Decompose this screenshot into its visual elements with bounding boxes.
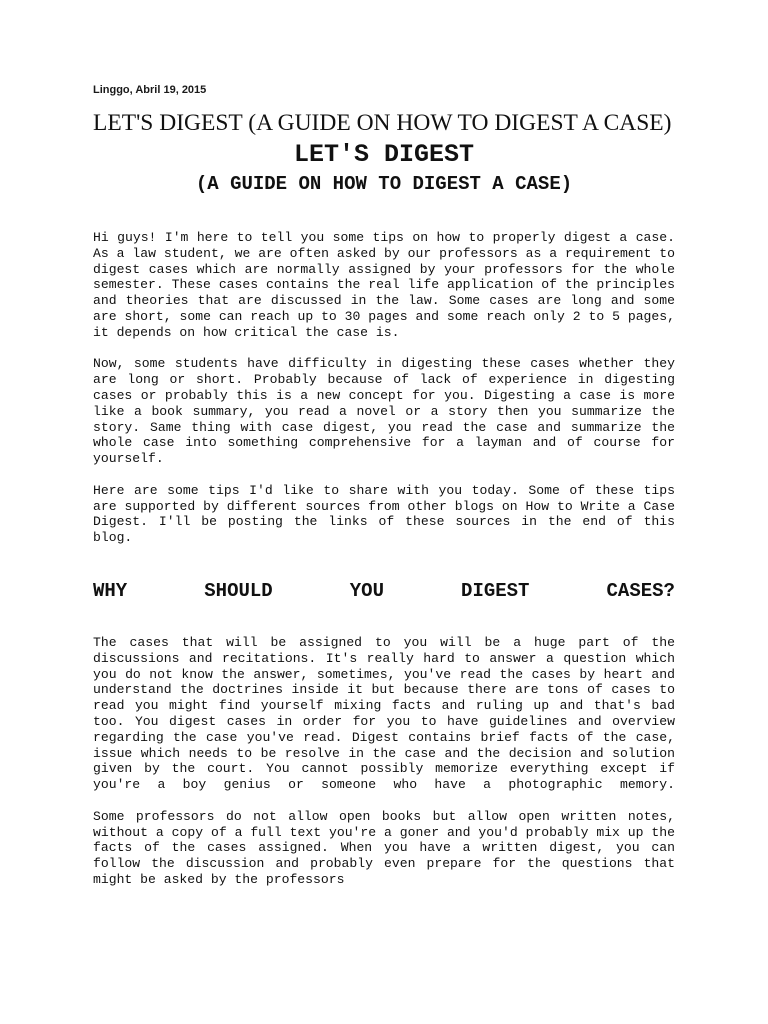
intro-paragraph: Hi guys! I'm here to tell you some tips on how to properly digest a case. As a law student, we are often asked by our professors as a requirement to digest cases which are normally assigned by your professors for the whole semester. These cases contains the real life application of the principles and theories that are discussed in the law. Some cases are long and some are short, some can reach up to 30 pages and some reach only 2 to 5 pages, it depends on how critical the case is. xyxy=(93,230,675,340)
section-heading-word: YOU xyxy=(349,579,384,602)
section-paragraph: The cases that will be assigned to you will be a huge part of the discussions and recitations. It's really hard to answer a question which you do not know the answer, sometimes, you've read the cases by heart and understand the doctrines inside it but because there are tons of cases to read you might find yourself mixing facts and ruling up and that's bad too. You digest cases in order for you to have guidelines and overview regarding the case you've read. Digest contains brief facts of the case, issue which needs to be resolve in the case and the decision and solution given by the court. You cannot possibly memorize everything except if you're a boy genius or someone who have a photographic memory. xyxy=(93,634,675,793)
body-paragraph: Here are some tips I'd like to share with you today. Some of these tips are supported by different sources from other blogs on How to Write a Case Digest. I'll be posting the links of these sources in the end of this blog. xyxy=(93,482,675,546)
section-heading-word: WHY xyxy=(93,579,128,602)
section-heading-word: DIGEST xyxy=(461,579,530,602)
post-title: LET'S DIGEST (A GUIDE ON HOW TO DIGEST A CASE) xyxy=(93,110,672,136)
document-heading: LET'S DIGEST xyxy=(293,140,475,169)
body-paragraph: Now, some students have difficulty in digesting these cases whether they are long or short. Probably because of lack of experience in digesting cases or probably this is a new concept for you. Digesting a case is more like a book summary, you read a novel or a story then you summarize the story. Same thing with case digest, you read the case and summarize the whole case into something comprehensive for a layman and of course for yourself. xyxy=(93,356,675,467)
document-subheading: (A GUIDE ON HOW TO DIGEST A CASE) xyxy=(195,173,573,195)
section-heading-word: CASES? xyxy=(606,579,675,602)
section-heading-word: SHOULD xyxy=(204,579,273,602)
section-heading xyxy=(93,580,675,602)
section-paragraph: Some professors do not allow open books but allow open written notes, without a copy of a full text you're a goner and you'd probably mix up the facts of the cases assigned. When you have a written digest, you can follow the discussion and probably even prepare for the questions that might be asked by the professors xyxy=(93,808,675,887)
post-date: Linggo, Abril 19, 2015 xyxy=(93,84,207,96)
